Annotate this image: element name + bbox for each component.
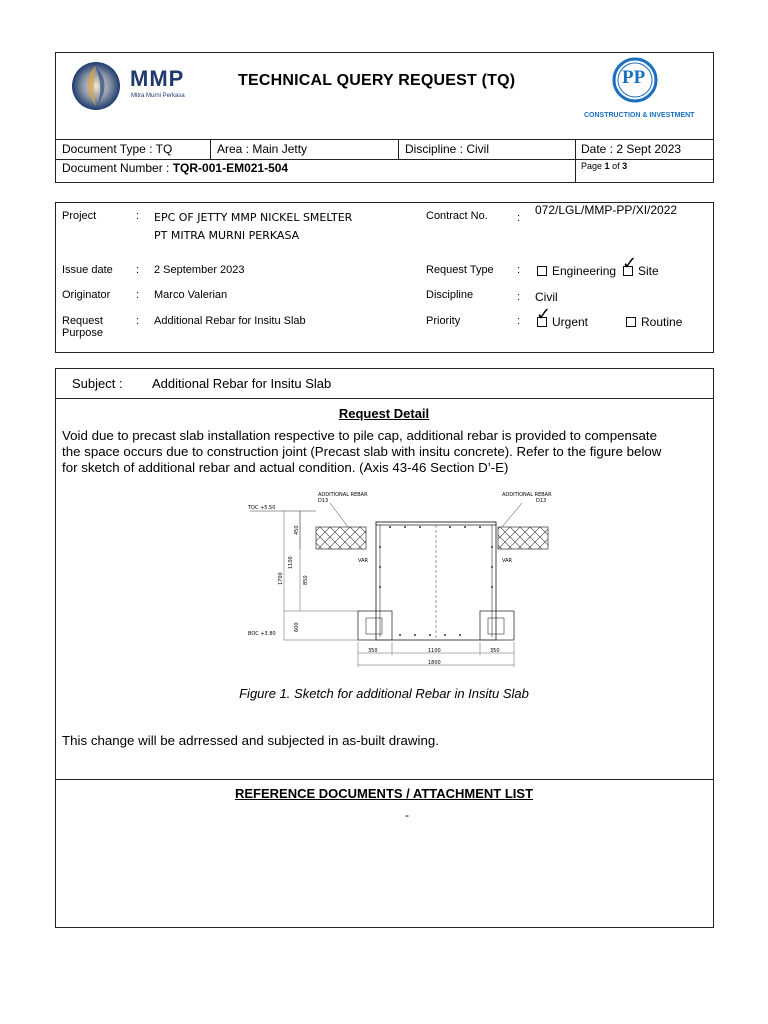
document-type: Document Type : TQ: [62, 142, 173, 156]
fig-rebar-right-size: D13: [536, 498, 547, 504]
mmp-logo-icon: [70, 60, 122, 112]
purpose-label-1: Request: [62, 315, 103, 327]
document-number-value: TQR-001-EM021-504: [172, 161, 289, 175]
issue-date-label: Issue date: [62, 264, 113, 276]
mmp-logo: [70, 60, 200, 112]
site-check-mark-icon: ✓: [622, 253, 638, 274]
fig-dim-350-left: 350: [368, 648, 378, 654]
urgent-check-mark-icon: ✓: [536, 304, 552, 325]
subject-value: Additional Rebar for Insitu Slab: [152, 376, 332, 391]
header-row-divider: [55, 159, 714, 160]
checkbox-routine[interactable]: [626, 317, 636, 327]
page-of: of: [612, 161, 620, 171]
header-divider: [55, 139, 714, 140]
pp-logo: [580, 55, 705, 125]
discipline-label: Discipline: [426, 289, 474, 301]
checkbox-engineering[interactable]: [537, 266, 547, 276]
detail-line-3: for sketch of additional rebar and actual condition. (Axis 43-46 Section D’-E): [62, 460, 509, 475]
figure-caption: Figure 1. Sketch for additional Rebar in Insitu Slab: [239, 686, 529, 701]
fig-rebar-right-label: ADDITIONAL REBAR: [502, 492, 552, 498]
discipline-header: Discipline : Civil: [405, 142, 490, 156]
fig-dim-1100-h: 1100: [428, 648, 441, 654]
fig-boc: BOC +3.80: [248, 631, 276, 637]
header-col-mid: [398, 139, 399, 159]
header-col-left: [210, 139, 211, 159]
fig-dim-350-right: 350: [490, 648, 500, 654]
project-line1: EPC OF JETTY MMP NICKEL SMELTER: [154, 211, 353, 224]
originator-label: Originator: [62, 289, 111, 301]
reference-value: -: [405, 808, 409, 822]
contract-colon: :: [517, 212, 521, 224]
fig-dim-1700: 1700: [278, 572, 284, 585]
pp-logo-subtitle: CONSTRUCTION & INVESTMENT: [584, 112, 695, 119]
discipline-value: Civil: [535, 290, 558, 304]
fig-rebar-left-size: D13: [318, 498, 329, 504]
urgent-label: Urgent: [552, 315, 589, 329]
issue-date-value: 2 September 2023: [154, 264, 245, 276]
reference-heading: REFERENCE DOCUMENTS / ATTACHMENT LIST: [234, 786, 534, 801]
contract-label: Contract No.: [426, 210, 488, 222]
detail-paragraph: [62, 428, 661, 476]
document-number-label: Document Number :: [62, 161, 170, 175]
fig-var-right: VAR: [502, 558, 512, 564]
detail-line-2: the space occurs due to construction joint (Precast slab with insitu concrete). Refer to the figure below: [62, 444, 662, 459]
purpose-colon: :: [136, 315, 140, 327]
fig-toc: TOC +5.50: [248, 505, 276, 511]
purpose-label-2: Purpose: [62, 327, 103, 339]
as-built-note: This change will be adrressed and subjected in as-built drawing.: [62, 733, 439, 748]
fig-dim-850: 850: [303, 575, 309, 585]
request-type-label: Request Type: [426, 264, 494, 276]
project-colon: :: [136, 210, 140, 222]
engineering-label: Engineering: [552, 264, 617, 278]
priority-routine[interactable]: [626, 315, 682, 329]
routine-label: Routine: [641, 315, 683, 329]
project-label: Project: [62, 210, 97, 222]
originator-colon: :: [136, 289, 140, 301]
area: Area : Main Jetty: [217, 142, 308, 156]
originator-value: Marco Valerian: [154, 289, 228, 301]
page-prefix: Page: [581, 161, 603, 171]
rebar-sketch: [240, 487, 552, 670]
document-number: [62, 161, 288, 175]
discipline-colon: :: [517, 291, 521, 303]
purpose-value: Additional Rebar for Insitu Slab: [154, 315, 306, 327]
fig-var-left: VAR: [358, 558, 368, 564]
header-col-right: [575, 139, 576, 183]
detail-line-1: Void due to precast slab installation respective to pile cap, additional rebar is provided to compensate: [62, 428, 658, 443]
fig-rebar-left-label: ADDITIONAL REBAR: [318, 492, 368, 498]
fig-dim-1800: 1800: [428, 660, 441, 666]
site-label: Site: [638, 264, 659, 278]
priority-colon: :: [517, 315, 521, 327]
reference-divider: [55, 779, 714, 780]
mmp-logo-name: MMP: [130, 66, 185, 91]
pp-logo-name: PP: [622, 67, 646, 88]
subject-label: Subject :: [72, 376, 123, 391]
subject-divider: [55, 398, 714, 399]
contract-value: 072/LGL/MMP-PP/XI/2022: [535, 203, 678, 217]
fig-dim-450: 450: [294, 525, 300, 535]
request-type-engineering[interactable]: [537, 264, 616, 278]
priority-label: Priority: [426, 315, 461, 327]
request-type-colon: :: [517, 264, 521, 276]
mmp-logo-subtitle: Mitra Murni Perkasa: [131, 93, 185, 99]
page-current: 1: [604, 161, 610, 171]
project-line2: PT MITRA MURNI PERKASA: [154, 229, 300, 242]
issue-date-colon: :: [136, 264, 140, 276]
fig-dim-1100-v: 1100: [288, 556, 294, 569]
request-detail-heading: Request Detail: [338, 406, 430, 421]
page-indicator: [581, 161, 627, 171]
page-title: TECHNICAL QUERY REQUEST (TQ): [238, 72, 516, 89]
date: Date : 2 Sept 2023: [581, 142, 682, 156]
fig-dim-600: 600: [294, 622, 300, 632]
page-total: 3: [622, 161, 628, 171]
